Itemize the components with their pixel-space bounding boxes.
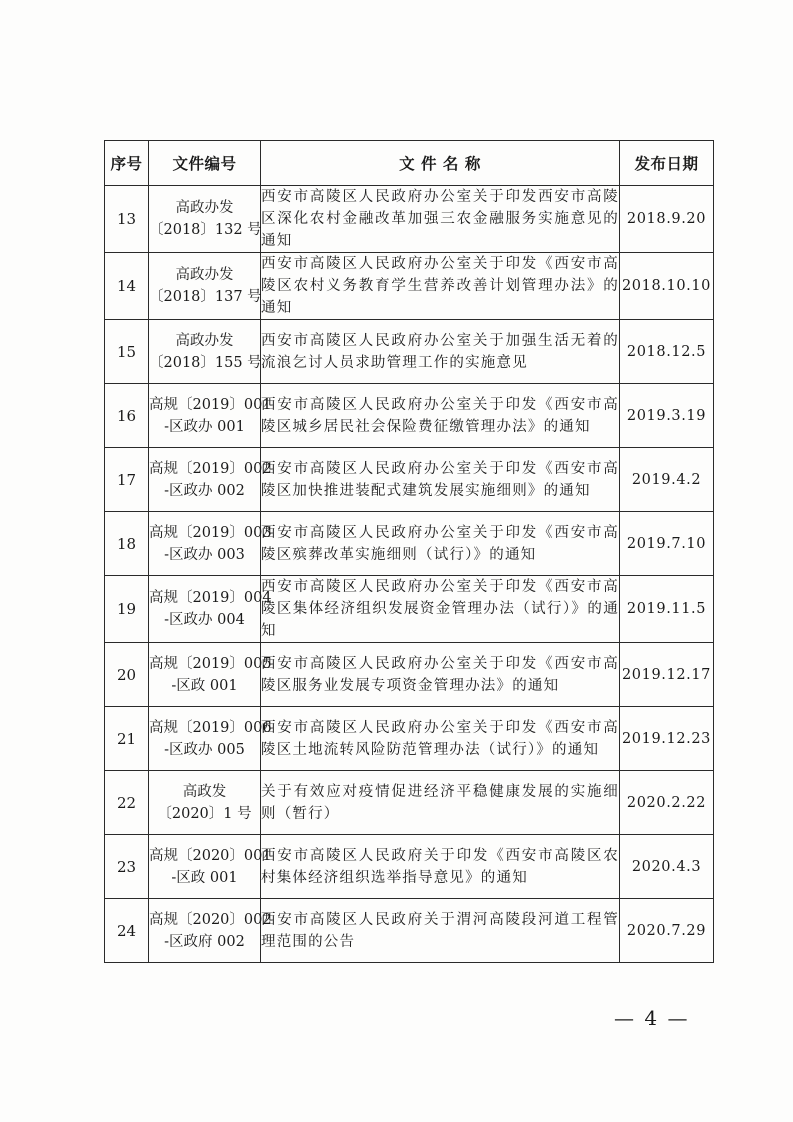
cell-seq: 17 <box>105 448 149 512</box>
cell-code <box>149 186 261 253</box>
code-line-2: 〔2020〕1 号 <box>157 805 252 822</box>
cell-date: 2019.3.19 <box>620 384 714 448</box>
cell-title: 西安市高陵区人民政府办公室关于印发西安市高陵区深化农村金融改革加强三农金融服务实施意见的通知 <box>261 186 620 253</box>
cell-code <box>149 707 272 771</box>
header-seq: 序号 <box>105 141 149 186</box>
table-row <box>105 186 714 253</box>
cell-date: 2019.4.2 <box>620 448 714 512</box>
code-line-2: 〔2018〕132 号 <box>149 222 262 238</box>
cell-date: 2019.12.17 <box>620 643 714 707</box>
code-line-1: 高规〔2020〕001 <box>149 847 272 864</box>
cell-code <box>149 835 272 899</box>
file-list-table <box>104 140 714 963</box>
cell-seq: 13 <box>105 186 149 253</box>
cell-title: 关于有效应对疫情促进经济平稳健康发展的实施细则（暂行） <box>261 771 620 835</box>
cell-date: 2020.4.3 <box>620 835 714 899</box>
code-line-1: 高规〔2020〕002 <box>149 911 272 928</box>
cell-seq: 23 <box>105 835 149 899</box>
table-header-row <box>105 141 714 186</box>
cell-title: 西安市高陵区人民政府办公室关于印发《西安市高陵区集体经济组织发展资金管理办法（试行）》的通知 <box>261 576 620 643</box>
cell-code <box>149 643 272 707</box>
cell-code <box>149 253 261 320</box>
code-line-1: 高政发 <box>182 783 227 800</box>
cell-seq: 22 <box>105 771 149 835</box>
table-row <box>105 707 714 771</box>
cell-seq: 24 <box>105 899 149 963</box>
cell-code <box>149 320 261 384</box>
cell-title: 西安市高陵区人民政府办公室关于印发《西安市高陵区殡葬改革实施细则（试行）》的通知 <box>261 512 620 576</box>
cell-code <box>149 899 272 963</box>
code-line-2: -区政 001 <box>171 677 238 694</box>
cell-title: 西安市高陵区人民政府办公室关于印发《西安市高陵区土地流转风险防范管理办法（试行）》的通知 <box>261 707 620 771</box>
code-line-2: -区政办 003 <box>164 546 245 563</box>
cell-title: 西安市高陵区人民政府办公室关于印发《西安市高陵区农村义务教育学生营养改善计划管理办法》的通知 <box>261 253 620 320</box>
cell-seq: 16 <box>105 384 149 448</box>
code-line-1: 高规〔2019〕004 <box>149 590 272 606</box>
cell-date: 2020.2.22 <box>620 771 714 835</box>
cell-code <box>149 448 272 512</box>
code-line-1: 高政办发 <box>175 200 234 216</box>
table-row <box>105 835 714 899</box>
table-row <box>105 512 714 576</box>
code-line-1: 高规〔2019〕003 <box>149 524 272 541</box>
cell-seq: 19 <box>105 576 149 643</box>
table-body <box>105 186 714 963</box>
header-title: 文 件 名 称 <box>261 141 620 186</box>
cell-date: 2019.12.23 <box>620 707 714 771</box>
cell-seq: 21 <box>105 707 149 771</box>
code-line-1: 高政办发 <box>175 267 234 283</box>
code-line-1: 高规〔2019〕001 <box>149 396 272 413</box>
cell-date: 2020.7.29 <box>620 899 714 963</box>
code-line-1: 高政办发 <box>175 332 234 349</box>
cell-code <box>149 512 272 576</box>
cell-date: 2019.7.10 <box>620 512 714 576</box>
code-line-2: -区政府 002 <box>164 933 245 950</box>
code-line-1: 高规〔2019〕006 <box>149 719 272 736</box>
code-line-2: -区政办 004 <box>164 612 245 628</box>
table-row <box>105 576 714 643</box>
header-code: 文件编号 <box>149 141 261 186</box>
cell-date: 2018.9.20 <box>620 186 714 253</box>
code-line-2: 〔2018〕137 号 <box>149 289 262 305</box>
table-row <box>105 448 714 512</box>
cell-date: 2018.12.5 <box>620 320 714 384</box>
cell-seq: 20 <box>105 643 149 707</box>
cell-code <box>149 771 261 835</box>
cell-seq: 14 <box>105 253 149 320</box>
table-row <box>105 771 714 835</box>
cell-title: 西安市高陵区人民政府关于渭河高陵段河道工程管理范围的公告 <box>261 899 620 963</box>
code-line-2: 〔2018〕155 号 <box>149 354 262 371</box>
code-line-2: -区政 001 <box>171 869 238 886</box>
cell-code <box>149 576 272 643</box>
cell-date: 2019.11.5 <box>620 576 714 643</box>
cell-code <box>149 384 272 448</box>
page-number: — 4 — <box>614 1006 690 1030</box>
table-row <box>105 320 714 384</box>
cell-title: 西安市高陵区人民政府办公室关于印发《西安市高陵区加快推进装配式建筑发展实施细则》的通知 <box>261 448 620 512</box>
code-line-1: 高规〔2019〕002 <box>149 460 272 477</box>
code-line-1: 高规〔2019〕005 <box>149 655 272 672</box>
cell-title: 西安市高陵区人民政府办公室关于印发《西安市高陵区服务业发展专项资金管理办法》的通知 <box>261 643 620 707</box>
cell-title: 西安市高陵区人民政府关于印发《西安市高陵区农村集体经济组织选举指导意见》的通知 <box>261 835 620 899</box>
table-row <box>105 643 714 707</box>
code-line-2: -区政办 002 <box>164 482 245 499</box>
table-row <box>105 384 714 448</box>
cell-seq: 18 <box>105 512 149 576</box>
header-date: 发布日期 <box>620 141 714 186</box>
code-line-2: -区政办 005 <box>164 741 245 758</box>
table-row <box>105 899 714 963</box>
table-row <box>105 253 714 320</box>
code-line-2: -区政办 001 <box>164 418 245 435</box>
cell-seq: 15 <box>105 320 149 384</box>
cell-title: 西安市高陵区人民政府办公室关于印发《西安市高陵区城乡居民社会保险费征缴管理办法》的通知 <box>261 384 620 448</box>
cell-title: 西安市高陵区人民政府办公室关于加强生活无着的流浪乞讨人员求助管理工作的实施意见 <box>261 320 620 384</box>
cell-date: 2018.10.10 <box>620 253 714 320</box>
